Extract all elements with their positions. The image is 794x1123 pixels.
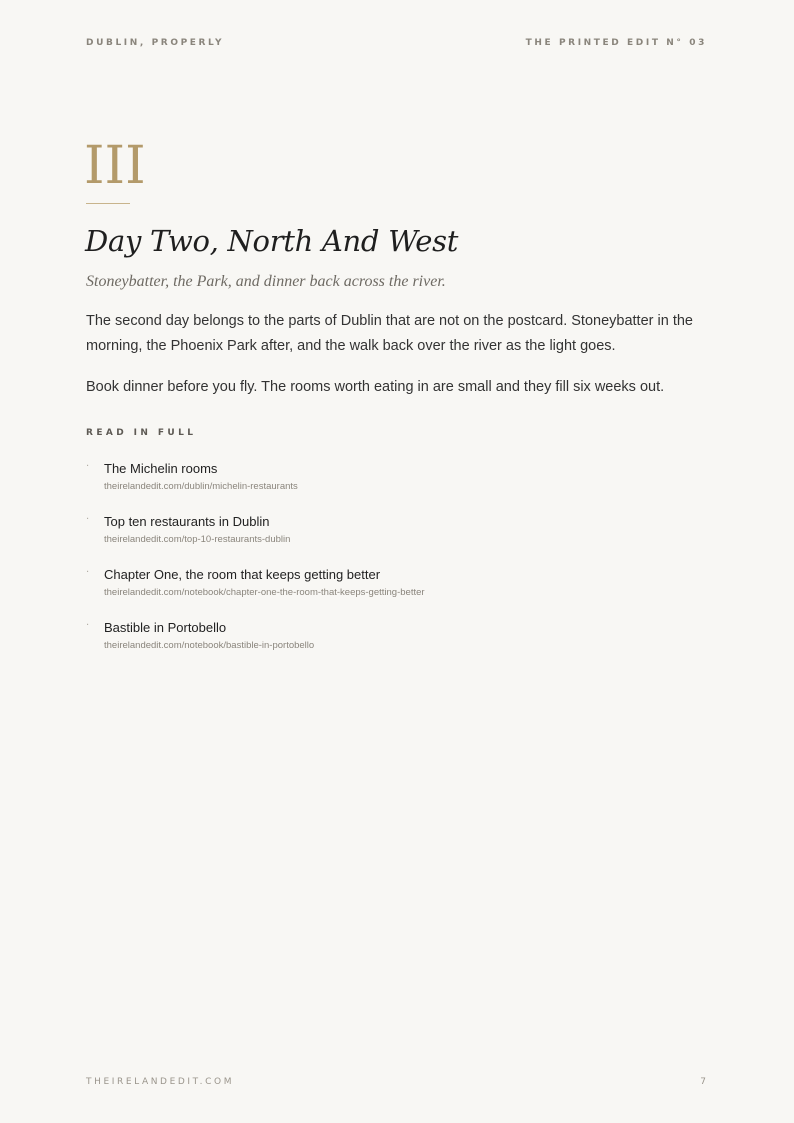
link-url[interactable]: theirelandedit.com/dublin/michelin-restaurants — [104, 481, 298, 492]
bullet-dot-icon: · — [86, 461, 90, 472]
link-url[interactable]: theirelandedit.com/notebook/chapter-one-the-room-that-keeps-getting-better — [104, 587, 425, 598]
link-url[interactable]: theirelandedit.com/notebook/bastible-in-portobello — [104, 640, 315, 651]
link-title[interactable]: Chapter One, the room that keeps getting better — [104, 567, 381, 582]
header-publication-title: DUBLIN, PROPERLY — [86, 38, 225, 48]
body-paragraph: Book dinner before you fly. The rooms worth eating in are small and they fill six weeks out. — [86, 379, 665, 395]
link-title[interactable]: The Michelin rooms — [104, 461, 218, 476]
bullet-dot-icon: · — [86, 620, 90, 631]
footer-site-url[interactable]: THEIRELANDEDIT.COM — [86, 1077, 235, 1087]
link-title[interactable]: Top ten restaurants in Dublin — [104, 514, 270, 529]
link-url[interactable]: theirelandedit.com/top-10-restaurants-dublin — [104, 534, 291, 545]
numeral-divider — [86, 203, 130, 204]
body-paragraph: The second day belongs to the parts of Dublin that are not on the postcard. Stoneybatter in the morning, the Phoenix Park after, and the walk back over the river as the light goes. — [86, 313, 693, 354]
read-in-full-list — [86, 460, 706, 672]
read-in-full-heading: READ IN FULL — [86, 428, 197, 438]
chapter-title: Day Two, North And West — [85, 224, 459, 258]
running-footer — [86, 1077, 706, 1087]
list-item[interactable] — [86, 566, 706, 619]
header-edition-label: THE PRINTED EDIT N° 03 — [525, 38, 707, 48]
link-title[interactable]: Bastible in Portobello — [104, 620, 227, 635]
list-item[interactable] — [86, 460, 706, 513]
bullet-dot-icon: · — [86, 567, 90, 578]
list-item[interactable] — [86, 619, 706, 672]
list-item[interactable] — [86, 513, 706, 566]
chapter-subtitle: Stoneybatter, the Park, and dinner back across the river. — [86, 273, 446, 290]
page-number: 7 — [700, 1077, 706, 1087]
bullet-dot-icon: · — [86, 514, 90, 525]
running-header — [86, 38, 707, 48]
chapter-numeral: III — [84, 136, 146, 196]
